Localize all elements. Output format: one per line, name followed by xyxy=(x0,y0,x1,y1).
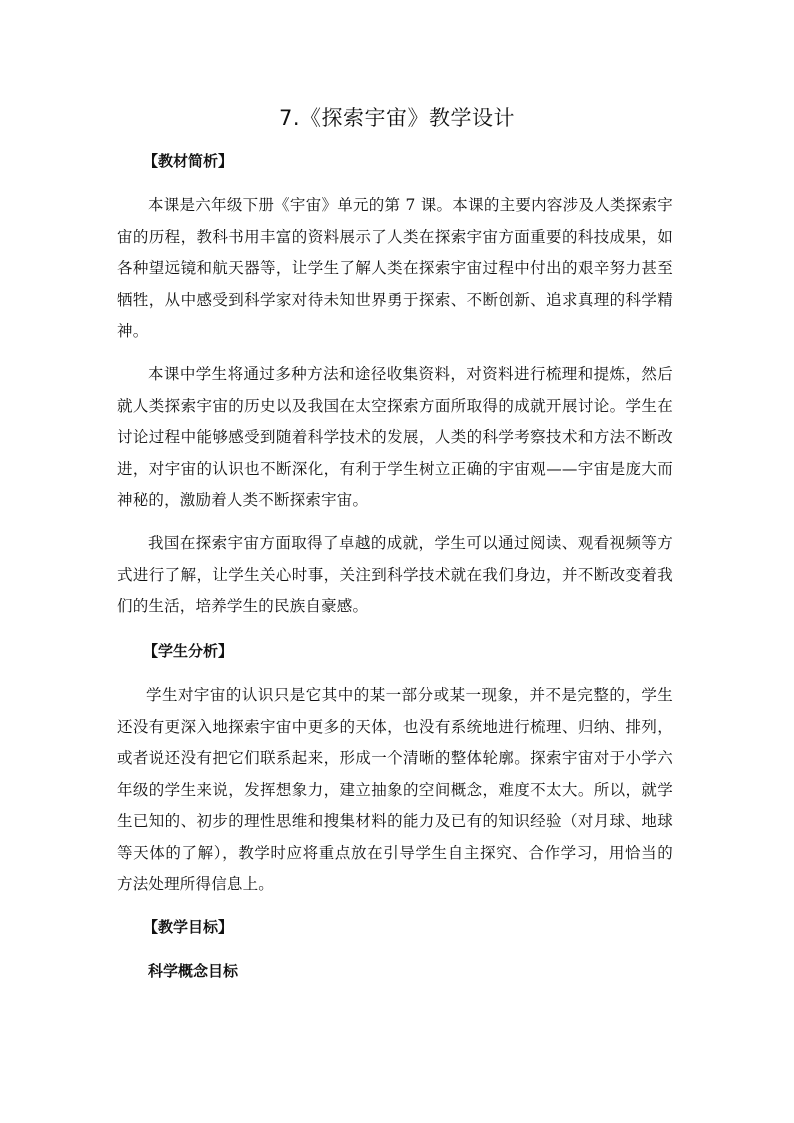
paragraph-textbook-analysis-3: 我国在探索宇宙方面取得了卓越的成就，学生可以通过阅读、观看视频等方式进行了解，让学生关心时事，关注到科学技术就在我们身边，并不断改变着我们的生活，培养学生的民族自豪感。 xyxy=(117,534,673,615)
subheading-science-concept-goal: 科学概念目标 xyxy=(148,962,239,980)
paragraph-textbook-analysis-1: 本课是六年级下册《宇宙》单元的第 7 课。本课的主要内容涉及人类探索宇宙的历程，教科书用丰富的资料展示了人类在探索宇宙方面重要的科技成果，如各种望远镜和航天器等，让学生了解人类在探索宇宙过程中付出的艰辛努力甚至牺牲，从中感受到科学家对待未知世界勇于探索、不断创新、追求真理的科学精神。 xyxy=(117,196,673,340)
section-heading-student-analysis: 【学生分析】 xyxy=(143,642,234,660)
paragraph-student-analysis-1: 学生对宇宙的认识只是它其中的某一部分或某一现象，并不是完整的，学生还没有更深入地探索宇宙中更多的天体，也没有系统地进行梳理、归纳、排列，或者说还没有把它们联系起来，形成一个清晰的整体轮廓。探索宇宙对于小学六年级的学生来说，发挥想象力，建立抽象的空间概念，难度不太大。所以，就学生已知的、初步的理性思维和搜集材料的能力及已有的知识经验（对月球、地球等天体的了解），教学时应将重点放在引导学生自主探究、合作学习，用恰当的方法处理所得信息上。 xyxy=(117,686,673,893)
section-heading-textbook-analysis: 【教材简析】 xyxy=(143,152,234,170)
section-heading-teaching-goals: 【教学目标】 xyxy=(143,918,234,936)
paragraph-textbook-analysis-2: 本课中学生将通过多种方法和途径收集资料，对资料进行梳理和提炼，然后就人类探索宇宙的历史以及我国在太空探索方面所取得的成就开展讨论。学生在讨论过程中能够感受到随着科学技术的发展，人类的科学考察技术和方法不断改进，对宇宙的认识也不断深化，有利于学生树立正确的宇宙观——宇宙是庞大而神秘的，激励着人类不断探索宇宙。 xyxy=(117,365,673,509)
document-title: 7.《探索宇宙》教学设计 xyxy=(278,106,516,130)
